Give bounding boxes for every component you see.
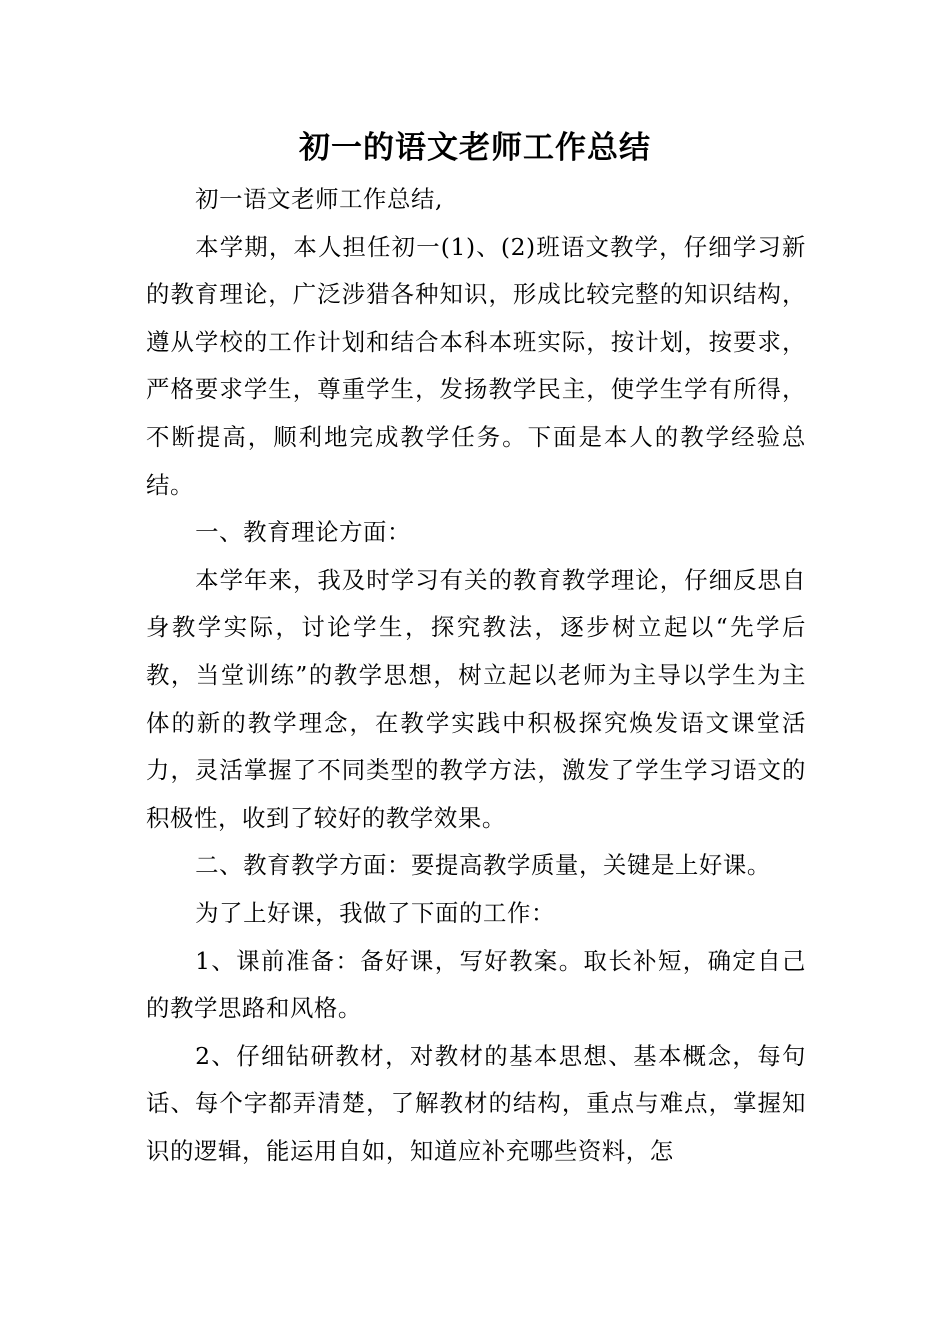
paragraph: 初一语文老师工作总结, <box>195 185 444 213</box>
document-body <box>146 176 806 1175</box>
paragraph: 2、仔细钻研教材，对教材的基本思想、基本概念，每句话、每个字都弄清楚，了解教材的结构，重点与难点，掌握知识的逻辑，能运用自如，知道应补充哪些资料，怎 <box>146 1041 806 1165</box>
paragraph: 二、教育教学方面：要提高教学质量，关键是上好课。 <box>195 851 771 880</box>
paragraph: 本学期，本人担任初一(1)、(2)班语文教学，仔细学习新的教育理论，广泛涉猎各种知识，形成比较完整的知识结构，遵从学校的工作计划和结合本科本班实际，按计划，按要求，严格要求学生，尊重学生，发扬教学民主，使学生学有所得，不断提高，顺利地完成教学任务。下面是本人的教学经验总结。 <box>146 232 806 499</box>
paragraph: 为了上好课，我做了下面的工作： <box>195 898 555 927</box>
paragraph: 一、教育理论方面： <box>195 518 412 547</box>
paragraph: 本学年来，我及时学习有关的教育教学理论，仔细反思自身教学实际，讨论学生，探究教法，逐步树立起以“先学后教，当堂训练”的教学思想，树立起以老师为主导以学生为主体的新的教学理念，在教学实践中积极探究焕发语文课堂活力，灵活掌握了不同类型的教学方法，激发了学生学习语文的积极性，收到了较好的教学效果。 <box>146 565 806 832</box>
paragraph: 1、课前准备：备好课，写好教案。取长补短，确定自己的教学思路和风格。 <box>146 946 806 1023</box>
document-title: 初一的语文老师工作总结 <box>299 130 651 166</box>
